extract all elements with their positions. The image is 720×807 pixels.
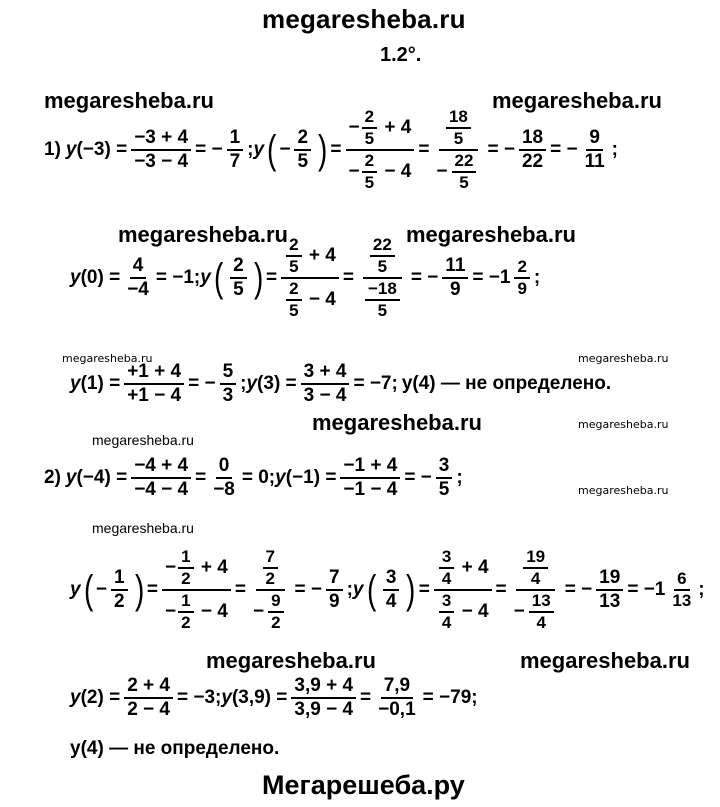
watermark-small: megaresheba.ru xyxy=(578,484,669,497)
watermark: megaresheba.ru xyxy=(406,222,576,247)
watermark-small: megaresheba.ru xyxy=(578,352,669,365)
watermark-small: megaresheba.ru xyxy=(92,520,194,536)
fraction: $\frac{18}{5}$ − $\frac{22}{5}$ xyxy=(433,108,483,191)
problem-number: 1.2°. xyxy=(380,44,422,66)
part-label: 2) xyxy=(44,466,61,488)
watermark: megaresheba.ru xyxy=(312,410,482,435)
equation-line-5: y ( − $\frac{1}{2}$ ) = − $\frac{1}{2}$ + 4 − $\frac{1}{2}$ − 4 = $\frac{7}{2}$ − $\frac{9}{2}$ = − $\frac{7}{9}$ ; y ( $\frac{3}{4}$ ) = $\frac{3}{4}$ + 4 $\frac{3}{4}$ − 4 = $\frac{19}{4}$ − $\frac{13}{4}$ = − $\frac{19}{13}$ = −1 $\frac{6}{13}$ ; xyxy=(70,547,705,632)
equation-line-2: y (0) = $\frac{4}{-4}$ = −1; y ( $\frac{2}{5}$ ) = $\frac{2}{5}$ + 4 $\frac{2}{5}$ − 4 = $\frac{\frac{22}{5}}{\frac{-18}{5}}$ = − $\frac{11}{9}$ = −1 $\frac{2}{9}$ ; xyxy=(70,235,541,320)
watermark-small: megaresheba.ru xyxy=(92,432,194,448)
fraction: − $\frac{2}{5}$ + 4 − $\frac{2}{5}$ − 4 xyxy=(346,108,415,191)
equation-line-1: 1) y (−3) = $\frac{-3 + 4}{-3 - 4}$ = − $\frac{1}{7}$ ; y ( − $\frac{2}{5}$ ) = − $\frac{2}{5}$ + 4 − $\frac{2}{5}$ − 4 = $\frac{18}{5}$ − $\frac{22}{5}$ = − $\frac{18}{22}$ = − $\frac{9}{11}$ ; xyxy=(44,107,618,192)
watermark: megaresheba.ru xyxy=(44,88,214,113)
watermark-small: megaresheba.ru xyxy=(578,418,669,431)
equation-line-6: y (2) = $\frac{2 + 4}{2 - 4}$ = −3; y (3,9) = $\frac{3,9 + 4}{3,9 - 4}$ = $\frac{7,9}{-0,1}$ = −79; xyxy=(70,675,478,720)
watermark: megaresheba.ru xyxy=(206,648,376,673)
undefined-note: y(4) — не определено. xyxy=(401,372,612,394)
watermark: megaresheba.ru xyxy=(492,88,662,113)
equation-line-3: y (1) = $\frac{+1 + 4}{+1 - 4}$ = − $\frac{5}{3}$ ; y (3) = $\frac{3 + 4}{3 - 4}$ = −7; y(4) — не определено. xyxy=(70,361,612,406)
watermark: megaresheba.ru xyxy=(520,648,690,673)
part-label: 1) xyxy=(44,138,61,160)
watermark-top: megaresheba.ru xyxy=(262,4,466,34)
equation-line-4: 2) y (−4) = $\frac{-4 + 4}{-4 - 4}$ = $\frac{0}{-8}$ = 0; y (−1) = $\frac{-1 + 4}{-1 - 4}$ = − $\frac{3}{5}$ ; xyxy=(44,455,463,500)
undefined-note: y(4) — не определено. xyxy=(70,738,280,759)
watermark-footer: Мегарешеба.ру xyxy=(262,770,465,800)
fraction: $\frac{-3 + 4}{-3 - 4}$ xyxy=(131,128,191,172)
fraction: $\frac{1}{7}$ xyxy=(227,128,244,172)
watermark-small: megaresheba.ru xyxy=(62,352,153,365)
watermark: megaresheba.ru xyxy=(118,222,288,247)
